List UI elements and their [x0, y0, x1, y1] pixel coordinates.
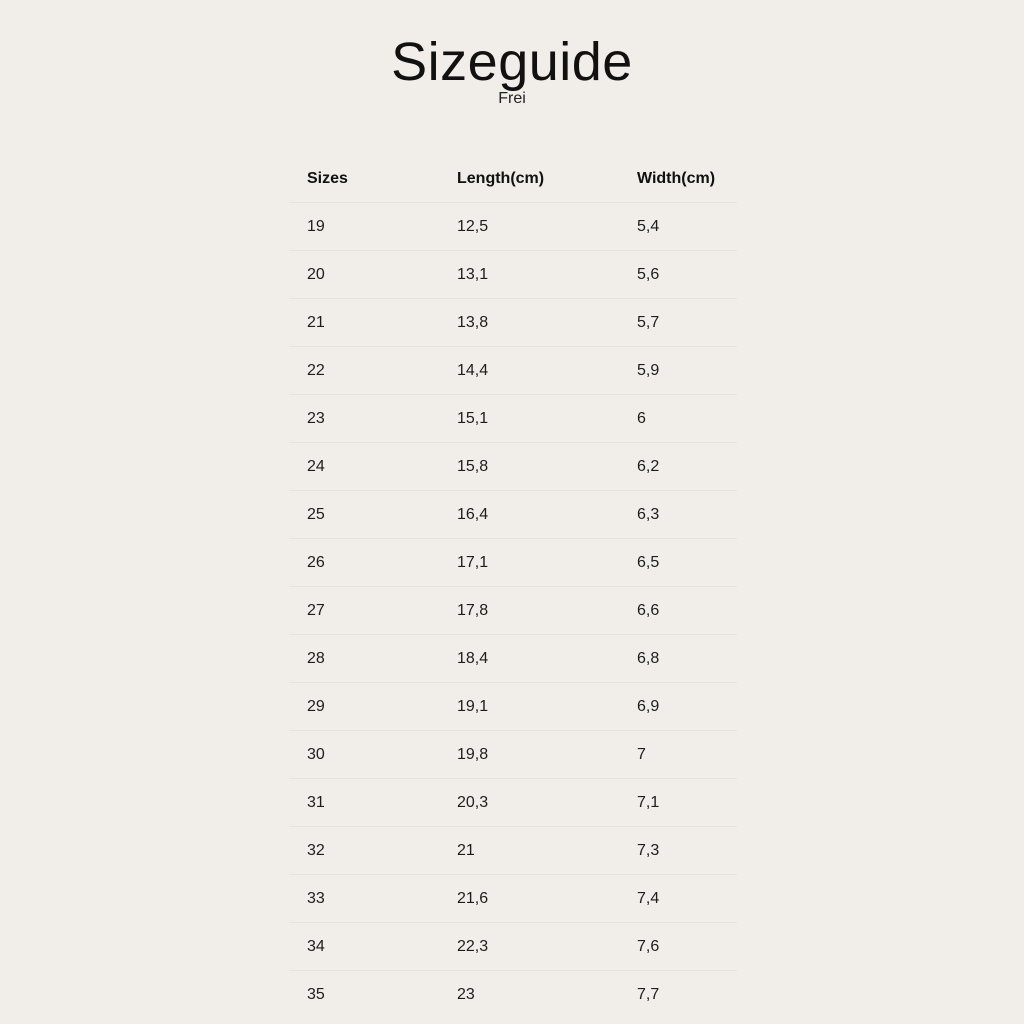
page-subtitle: Frei — [498, 90, 526, 107]
width-cell: 7,3 — [619, 827, 737, 875]
width-cell: 7 — [619, 731, 737, 779]
size-table — [289, 155, 737, 1018]
size-cell: 21 — [289, 299, 439, 347]
table-row — [289, 347, 737, 395]
length-cell: 17,1 — [439, 539, 619, 587]
table-row — [289, 635, 737, 683]
width-cell: 6,5 — [619, 539, 737, 587]
table-row — [289, 203, 737, 251]
size-cell: 27 — [289, 587, 439, 635]
width-cell: 6,9 — [619, 683, 737, 731]
size-cell: 24 — [289, 443, 439, 491]
column-header-sizes: Sizes — [307, 169, 348, 187]
size-cell: 30 — [289, 731, 439, 779]
length-cell: 17,8 — [439, 587, 619, 635]
width-cell: 7,1 — [619, 779, 737, 827]
table-row — [289, 827, 737, 875]
size-cell: 19 — [289, 203, 439, 251]
length-cell: 13,1 — [439, 251, 619, 299]
size-table-body — [289, 203, 737, 1019]
size-cell: 29 — [289, 683, 439, 731]
width-cell: 7,7 — [619, 971, 737, 1019]
width-cell: 5,6 — [619, 251, 737, 299]
page-title: Sizeguide — [391, 32, 633, 93]
length-cell: 23 — [439, 971, 619, 1019]
length-cell: 15,8 — [439, 443, 619, 491]
size-cell: 32 — [289, 827, 439, 875]
length-cell: 19,8 — [439, 731, 619, 779]
table-row — [289, 875, 737, 923]
width-cell: 7,6 — [619, 923, 737, 971]
length-cell: 21 — [439, 827, 619, 875]
length-cell: 16,4 — [439, 491, 619, 539]
width-cell: 6,3 — [619, 491, 737, 539]
table-row — [289, 971, 737, 1019]
length-cell: 15,1 — [439, 395, 619, 443]
size-cell: 22 — [289, 347, 439, 395]
size-cell: 20 — [289, 251, 439, 299]
width-cell: 7,4 — [619, 875, 737, 923]
table-row — [289, 299, 737, 347]
table-row — [289, 443, 737, 491]
width-cell: 6 — [619, 395, 737, 443]
width-cell: 6,8 — [619, 635, 737, 683]
table-row — [289, 539, 737, 587]
width-cell: 6,2 — [619, 443, 737, 491]
table-row — [289, 587, 737, 635]
size-cell: 23 — [289, 395, 439, 443]
table-header-row — [289, 155, 737, 203]
length-cell: 21,6 — [439, 875, 619, 923]
width-cell: 5,9 — [619, 347, 737, 395]
column-header-width: Width(cm) — [637, 169, 716, 187]
size-cell: 26 — [289, 539, 439, 587]
size-cell: 35 — [289, 971, 439, 1019]
size-cell: 28 — [289, 635, 439, 683]
length-cell: 12,5 — [439, 203, 619, 251]
length-cell: 19,1 — [439, 683, 619, 731]
length-cell: 14,4 — [439, 347, 619, 395]
width-cell: 5,7 — [619, 299, 737, 347]
table-row — [289, 491, 737, 539]
table-row — [289, 683, 737, 731]
size-cell: 34 — [289, 923, 439, 971]
width-cell: 6,6 — [619, 587, 737, 635]
length-cell: 18,4 — [439, 635, 619, 683]
width-cell: 5,4 — [619, 203, 737, 251]
length-cell: 13,8 — [439, 299, 619, 347]
table-row — [289, 779, 737, 827]
table-row — [289, 251, 737, 299]
length-cell: 22,3 — [439, 923, 619, 971]
length-cell: 20,3 — [439, 779, 619, 827]
table-row — [289, 731, 737, 779]
size-cell: 31 — [289, 779, 439, 827]
column-header-length: Length(cm) — [457, 169, 545, 187]
table-row — [289, 395, 737, 443]
size-cell: 33 — [289, 875, 439, 923]
size-cell: 25 — [289, 491, 439, 539]
table-row — [289, 923, 737, 971]
